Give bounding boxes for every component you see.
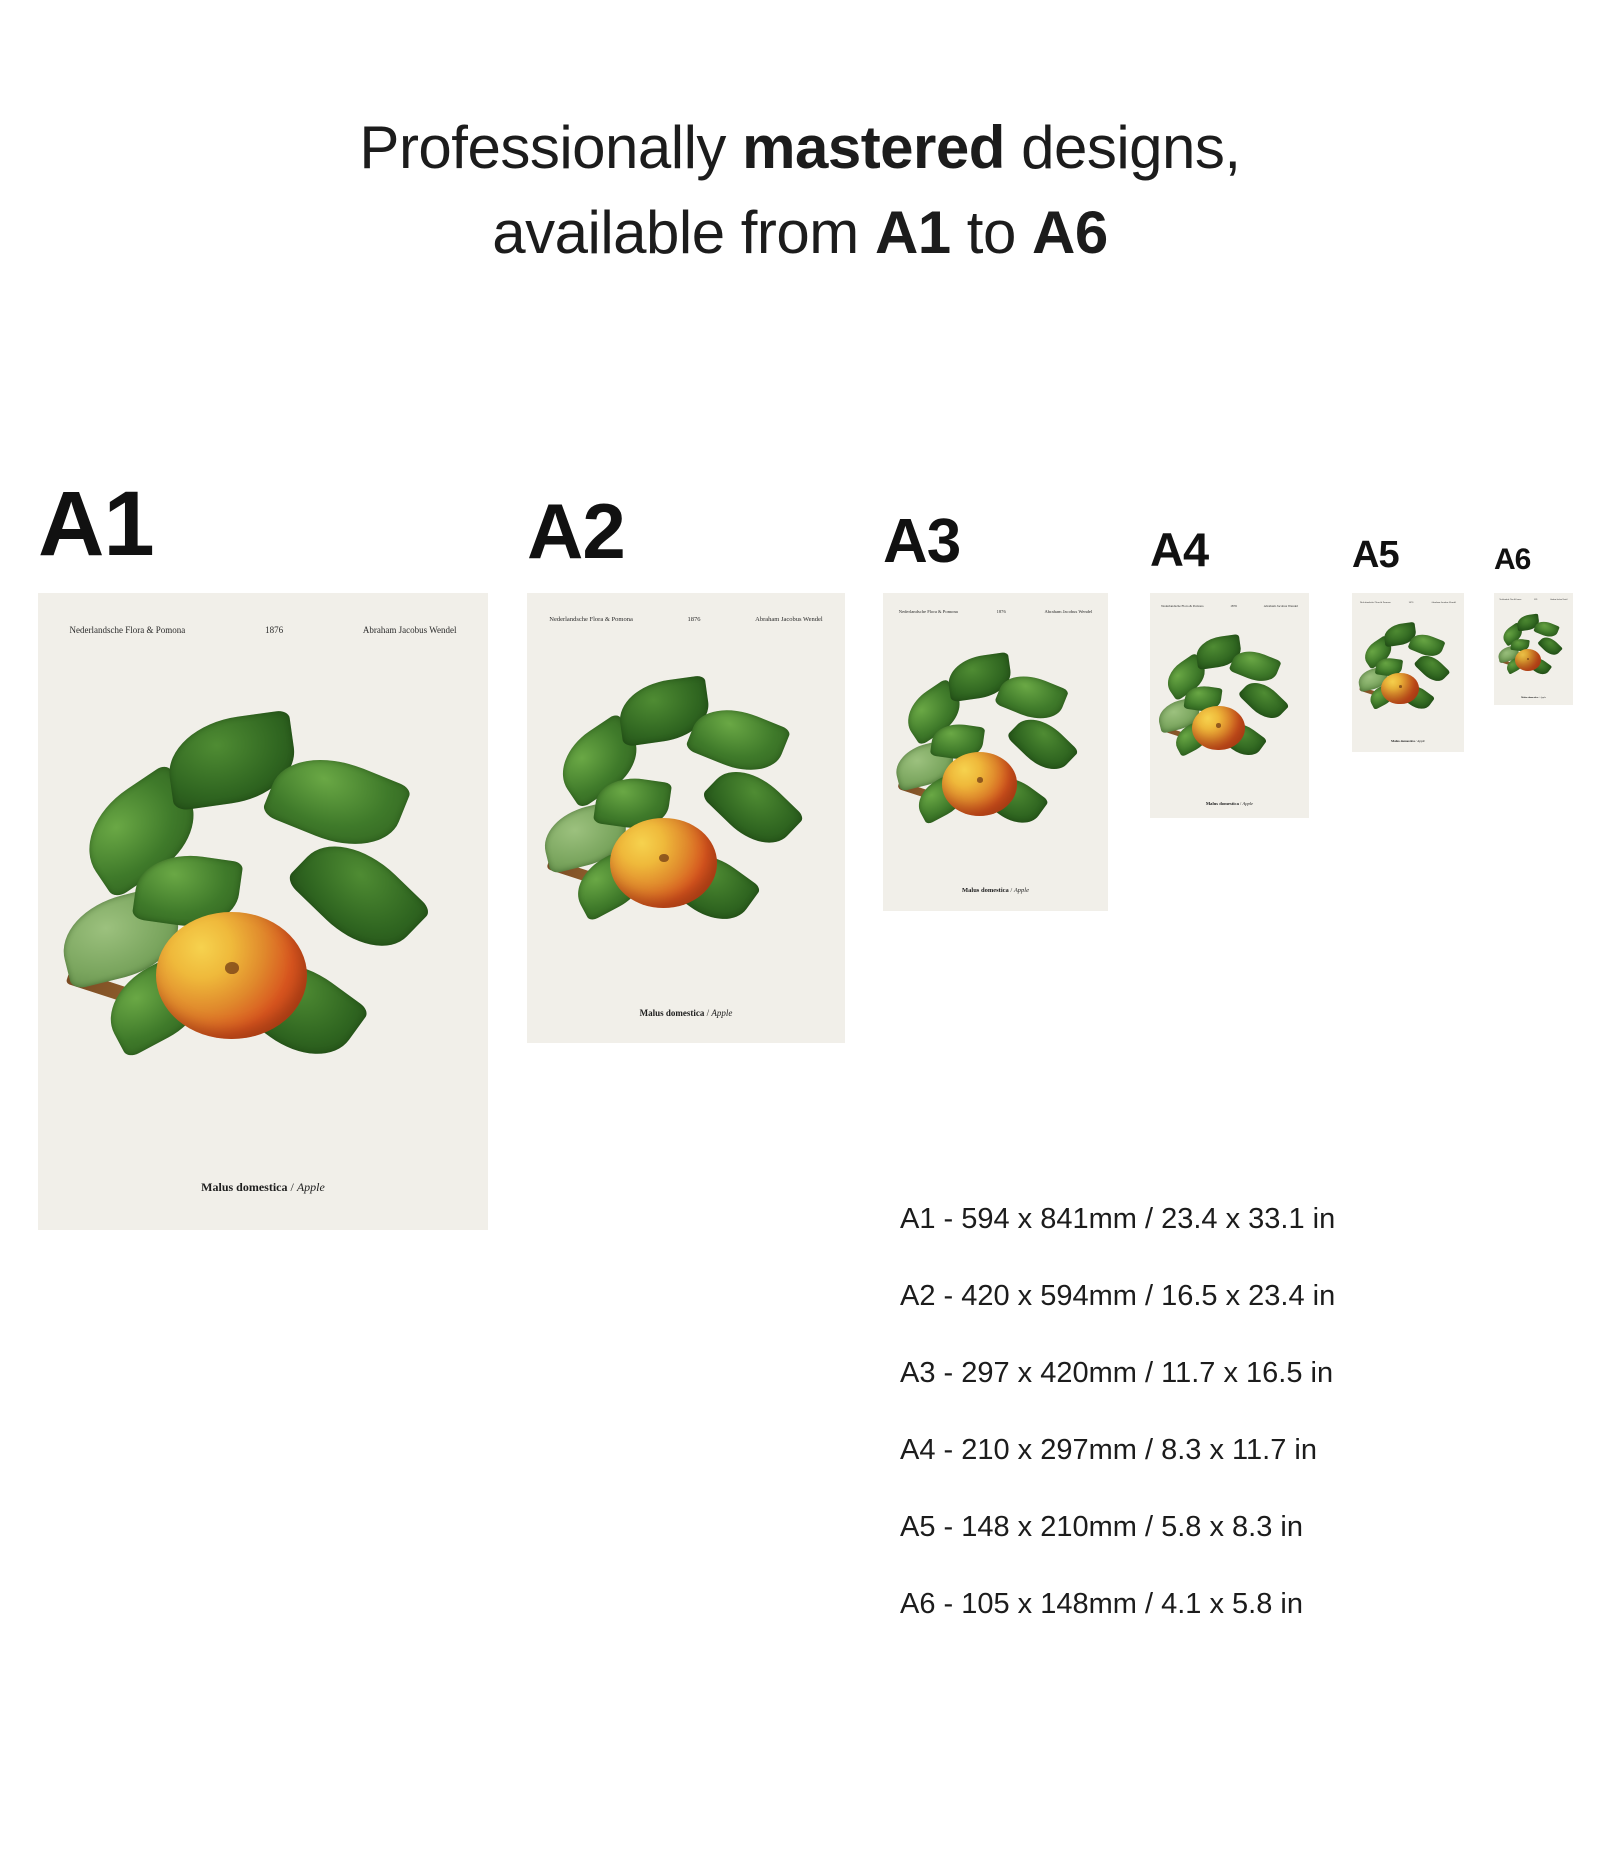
dimension-row-a2: A2 - 420 x 594mm / 16.5 x 23.4 in [900,1280,1336,1312]
botanical-illustration-a1 [65,676,461,1147]
poster-caption-common: Apple [296,1179,325,1194]
poster-caption-species: Malus domestica [201,1179,288,1194]
title-text-1: Professionally [359,114,743,181]
poster-header-right: Abraham Jacobus Wendel [1263,604,1298,609]
poster-caption-sep: / [287,1179,297,1194]
dimension-row-a4: A4 - 210 x 297mm / 8.3 x 11.7 in [900,1434,1317,1466]
apple-fruit [942,752,1017,816]
poster-preview-a3[interactable] [883,593,1108,911]
page-title [0,105,1600,275]
poster-preview-a4[interactable] [1150,593,1309,818]
title-text-bold-a1: A1 [874,199,951,267]
size-group-a2 [527,487,845,1230]
poster-header-center: 1876 [1230,604,1237,609]
poster-preview-a6[interactable] [1494,593,1573,705]
botanical-illustration-a4 [1160,622,1300,789]
size-group-a3 [883,507,1108,1230]
size-group-a1 [38,473,488,1230]
poster-header-left: Nederlandsche Flora & Pomona [898,609,958,615]
size-group-a6 [1494,543,1573,1230]
dimension-row-a1: A1 - 594 x 841mm / 23.4 x 33.1 in [900,1203,1336,1235]
poster-caption-a4 [1150,801,1309,806]
poster-preview-a1[interactable] [38,593,488,1230]
poster-caption-sep: / [1008,886,1014,894]
size-label-a3: A3 [883,507,961,576]
poster-header-right: Abraham Jacobus Wendel [362,625,457,636]
poster-preview-a2[interactable] [527,593,845,1043]
poster-header-right: Abraham Jacobus Wendel [755,615,823,623]
poster-caption-common: Apple [1242,800,1254,806]
apple-fruit [1381,673,1418,705]
title-text-bold-mastered: mastered [742,114,1005,181]
leaf-shape [1237,674,1289,725]
poster-header-a5 [1360,601,1456,604]
poster-header-a6 [1500,599,1568,601]
poster-caption-sep: / [1238,800,1243,806]
poster-header-a1 [70,625,457,635]
title-text-2: designs, [1004,114,1241,181]
poster-header-right: Abraham Jacobus Wendel [1549,598,1568,601]
page-title-line-2 [0,190,1600,275]
size-label-a1: A1 [38,473,154,575]
poster-header-left: Nederlandsche Flora & Pomona [1359,601,1391,605]
botanical-illustration-a5 [1359,614,1458,732]
poster-caption-a6 [1494,696,1573,699]
poster-header-a4 [1161,604,1298,608]
poster-header-center: 1876 [265,625,284,636]
poster-caption-species: Malus domestica [962,886,1009,894]
size-comparison-row [0,430,1600,1230]
poster-caption-a5 [1352,739,1464,743]
poster-caption-common: Apple [1540,695,1546,699]
poster-caption-common: Apple [711,1008,733,1019]
size-label-a4: A4 [1150,523,1209,576]
poster-caption-species: Malus domestica [639,1008,705,1019]
botanical-illustration-a6 [1499,608,1569,691]
poster-header-left: Nederlandsche Flora & Pomona [1499,598,1522,601]
poster-caption-species: Malus domestica [1205,800,1239,806]
botanical-illustration-a2 [546,652,826,985]
size-label-a2: A2 [527,487,625,575]
apple-fruit [1192,706,1245,751]
dimension-row-a6: A6 - 105 x 148mm / 4.1 x 5.8 in [900,1588,1303,1620]
poster-caption-sep: / [704,1008,712,1019]
poster-caption-common: Apple [1417,739,1425,744]
size-label-a6: A6 [1494,543,1531,576]
apple-fruit [156,912,306,1039]
poster-header-a2 [549,616,823,623]
poster-caption-a3 [883,887,1108,894]
poster-caption-a1 [38,1180,488,1195]
poster-caption-common: Apple [1013,886,1029,894]
size-label-a5: A5 [1352,534,1399,576]
title-text-4: to [950,199,1033,267]
dimension-row-a3: A3 - 297 x 420mm / 11.7 x 16.5 in [900,1357,1334,1389]
size-group-a5 [1352,534,1464,1230]
page-title-line-1 [0,105,1600,190]
dimension-row-a5: A5 - 148 x 210mm / 5.8 x 8.3 in [900,1511,1303,1543]
poster-caption-species: Malus domestica [1391,739,1415,744]
poster-caption-sep: / [1538,695,1541,699]
poster-header-center: 1876 [1408,601,1414,605]
poster-caption-sep: / [1414,739,1418,744]
apple-fruit [610,818,716,908]
poster-header-left: Nederlandsche Flora & Pomona [69,625,186,636]
title-text-3: available from [492,199,875,267]
poster-header-center: 1876 [687,615,701,623]
size-group-a4 [1150,523,1309,1230]
poster-header-right: Abraham Jacobus Wendel [1431,601,1457,605]
dimension-list [900,1205,1560,1667]
leaf-shape [1537,633,1563,659]
poster-header-center: 1876 [1533,598,1538,601]
poster-caption-species: Malus domestica [1521,695,1539,699]
botanical-illustration-a3 [897,634,1095,869]
poster-header-left: Nederlandsche Flora & Pomona [1161,604,1204,609]
poster-header-left: Nederlandsche Flora & Pomona [549,615,633,623]
poster-header-a3 [899,609,1093,614]
poster-preview-a5[interactable] [1352,593,1464,752]
poster-header-right: Abraham Jacobus Wendel [1044,609,1093,615]
poster-header-center: 1876 [996,609,1006,615]
leaf-shape [701,755,805,858]
poster-caption-a2 [527,1008,845,1018]
title-text-bold-a6: A6 [1032,199,1108,267]
